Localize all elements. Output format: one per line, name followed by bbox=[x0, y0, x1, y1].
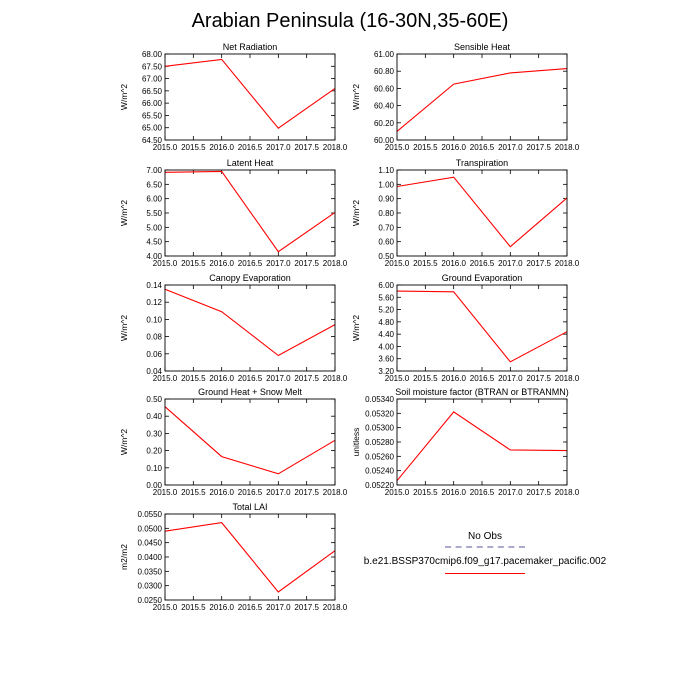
legend-obs-line bbox=[445, 546, 525, 548]
series-line bbox=[397, 291, 567, 362]
y-axis-label: W/m^2 bbox=[351, 199, 361, 227]
series-line bbox=[397, 69, 567, 132]
x-tick-label: 2016.0 bbox=[441, 143, 466, 152]
chart-panel-2 bbox=[351, 42, 580, 152]
x-tick-label: 2018.0 bbox=[554, 143, 580, 152]
x-tick-label: 2016.5 bbox=[469, 374, 495, 383]
series-line bbox=[165, 289, 335, 355]
x-tick-label: 2017.5 bbox=[526, 488, 551, 497]
panel-title: Ground Evaporation bbox=[441, 273, 523, 283]
panel-title: Ground Heat + Snow Melt bbox=[198, 387, 302, 397]
x-tick-label: 2017.5 bbox=[526, 259, 551, 268]
y-axis-label: m2/m2 bbox=[119, 544, 129, 570]
panel-title: Canopy Evaporation bbox=[209, 273, 291, 283]
x-tick-label: 2015.5 bbox=[181, 603, 206, 612]
page-title: Arabian Peninsula (16-30N,35-60E) bbox=[191, 10, 509, 32]
y-tick-label: 5.50 bbox=[146, 209, 162, 218]
y-tick-label: 0.0300 bbox=[137, 581, 162, 591]
x-tick-label: 2016.5 bbox=[469, 259, 495, 268]
plot-frame bbox=[165, 54, 335, 140]
x-tick-label: 2015.5 bbox=[413, 143, 438, 152]
panel-title: Soil moisture factor (BTRAN or BTRANMN) bbox=[395, 387, 569, 397]
x-tick-label: 2017.0 bbox=[266, 374, 291, 383]
y-axis-label: W/m^2 bbox=[351, 83, 361, 111]
y-tick-label: 5.60 bbox=[378, 293, 394, 303]
y-tick-label: 0.05260 bbox=[365, 452, 394, 462]
y-tick-label: 0.0550 bbox=[137, 510, 162, 519]
x-tick-label: 2018.0 bbox=[322, 488, 348, 497]
y-tick-label: 60.00 bbox=[373, 136, 394, 145]
y-tick-label: 0.0400 bbox=[137, 553, 162, 562]
chart-panel-3 bbox=[119, 158, 348, 268]
legend-obs-label: No Obs bbox=[468, 531, 502, 542]
legend-model-line bbox=[445, 573, 525, 574]
x-tick-label: 2017.5 bbox=[294, 603, 319, 612]
x-tick-label: 2015.0 bbox=[152, 143, 178, 152]
y-tick-label: 60.20 bbox=[373, 118, 394, 128]
panel-title: Net Radiation bbox=[222, 42, 278, 52]
y-tick-label: 0.05340 bbox=[365, 395, 394, 404]
panel-title: Transpiration bbox=[455, 158, 509, 168]
x-tick-label: 2016.5 bbox=[237, 488, 263, 497]
y-tick-label: 0.06 bbox=[146, 349, 162, 359]
y-axis-label: W/m^2 bbox=[351, 314, 361, 342]
plot-frame bbox=[165, 399, 335, 485]
x-tick-label: 2018.0 bbox=[554, 259, 580, 268]
y-tick-label: 0.10 bbox=[146, 463, 162, 473]
y-axis-label: W/m^2 bbox=[119, 83, 129, 111]
x-tick-label: 2017.0 bbox=[498, 143, 523, 152]
y-tick-label: 4.00 bbox=[378, 342, 394, 352]
x-tick-label: 2017.5 bbox=[294, 374, 319, 383]
x-tick-label: 2016.5 bbox=[237, 374, 263, 383]
plot-frame bbox=[165, 170, 335, 256]
y-axis-label: W/m^2 bbox=[119, 314, 129, 342]
y-tick-label: 1.00 bbox=[378, 180, 394, 190]
y-tick-label: 65.50 bbox=[141, 111, 162, 121]
x-tick-label: 2018.0 bbox=[554, 374, 580, 383]
chart-panel-9 bbox=[119, 502, 348, 612]
x-tick-label: 2016.0 bbox=[209, 374, 234, 383]
x-tick-label: 2015.5 bbox=[413, 374, 438, 383]
y-tick-label: 0.0350 bbox=[137, 567, 162, 577]
y-tick-label: 0.80 bbox=[378, 209, 394, 218]
y-tick-label: 7.00 bbox=[146, 166, 162, 175]
series-line bbox=[165, 407, 335, 474]
x-tick-label: 2016.0 bbox=[209, 488, 234, 497]
y-tick-label: 3.60 bbox=[378, 354, 394, 364]
x-tick-label: 2016.0 bbox=[441, 374, 466, 383]
x-tick-label: 2016.0 bbox=[209, 143, 234, 152]
x-tick-label: 2015.5 bbox=[413, 488, 438, 497]
x-tick-label: 2017.0 bbox=[498, 488, 523, 497]
x-tick-label: 2017.0 bbox=[498, 374, 523, 383]
x-tick-label: 2016.5 bbox=[237, 259, 263, 268]
y-tick-label: 4.00 bbox=[146, 252, 162, 261]
y-tick-label: 0.14 bbox=[146, 281, 162, 290]
y-axis-label: W/m^2 bbox=[119, 199, 129, 227]
x-tick-label: 2017.5 bbox=[294, 259, 319, 268]
y-tick-label: 60.60 bbox=[373, 84, 394, 94]
legend-model-label: b.e21.BSSP370cmip6.f09_g17.pacemaker_pacific.002 bbox=[363, 556, 607, 567]
x-tick-label: 2015.5 bbox=[181, 374, 206, 383]
y-tick-label: 0.00 bbox=[146, 481, 162, 490]
y-tick-label: 4.40 bbox=[378, 330, 394, 340]
x-tick-label: 2015.0 bbox=[384, 259, 410, 268]
y-tick-label: 0.50 bbox=[146, 395, 162, 404]
y-tick-label: 0.04 bbox=[146, 367, 162, 376]
y-tick-label: 6.00 bbox=[146, 194, 162, 204]
y-tick-label: 67.50 bbox=[141, 62, 162, 72]
y-tick-label: 0.60 bbox=[378, 237, 394, 247]
x-tick-label: 2016.0 bbox=[441, 259, 466, 268]
plot-frame bbox=[165, 285, 335, 371]
series-line bbox=[397, 412, 567, 481]
series-line bbox=[165, 171, 335, 251]
panel-title: Sensible Heat bbox=[453, 42, 511, 52]
panel-title: Total LAI bbox=[232, 502, 268, 512]
x-tick-label: 2017.0 bbox=[266, 488, 291, 497]
x-tick-label: 2015.0 bbox=[152, 488, 178, 497]
y-tick-label: 0.90 bbox=[378, 194, 394, 204]
x-tick-label: 2018.0 bbox=[322, 259, 348, 268]
x-tick-label: 2017.0 bbox=[266, 603, 291, 612]
x-tick-label: 2016.0 bbox=[209, 603, 234, 612]
x-tick-label: 2017.0 bbox=[266, 143, 291, 152]
y-tick-label: 0.08 bbox=[146, 332, 162, 342]
x-tick-label: 2015.5 bbox=[181, 259, 206, 268]
x-tick-label: 2015.5 bbox=[181, 143, 206, 152]
plot-frame bbox=[397, 170, 567, 256]
y-tick-label: 3.20 bbox=[378, 367, 394, 376]
plot-frame bbox=[397, 54, 567, 140]
y-axis-label: W/m^2 bbox=[119, 428, 129, 456]
series-line bbox=[397, 177, 567, 247]
x-tick-label: 2016.5 bbox=[469, 488, 495, 497]
plot-frame bbox=[397, 285, 567, 371]
y-tick-label: 4.50 bbox=[146, 237, 162, 247]
y-tick-label: 0.10 bbox=[146, 315, 162, 325]
y-tick-label: 61.00 bbox=[373, 50, 394, 59]
y-tick-label: 0.0500 bbox=[137, 524, 162, 534]
y-tick-label: 68.00 bbox=[141, 50, 162, 59]
plot-frame bbox=[397, 399, 567, 485]
y-tick-label: 0.40 bbox=[146, 412, 162, 422]
y-tick-label: 1.10 bbox=[378, 166, 394, 175]
y-tick-label: 0.05220 bbox=[365, 481, 394, 490]
x-tick-label: 2017.5 bbox=[526, 374, 551, 383]
x-tick-label: 2015.5 bbox=[413, 259, 438, 268]
y-tick-label: 5.00 bbox=[146, 223, 162, 233]
x-tick-label: 2016.5 bbox=[237, 603, 263, 612]
chart-panel-5 bbox=[119, 273, 348, 383]
x-tick-label: 2016.5 bbox=[469, 143, 495, 152]
series-line bbox=[165, 523, 335, 592]
y-tick-label: 5.20 bbox=[378, 305, 394, 315]
y-tick-label: 0.12 bbox=[146, 298, 162, 308]
legend bbox=[360, 531, 610, 574]
x-tick-label: 2015.0 bbox=[152, 259, 178, 268]
x-tick-label: 2017.5 bbox=[294, 143, 319, 152]
chart-panel-8 bbox=[351, 387, 580, 497]
x-tick-label: 2018.0 bbox=[322, 374, 348, 383]
y-tick-label: 0.70 bbox=[378, 223, 394, 233]
x-tick-label: 2015.0 bbox=[384, 143, 410, 152]
y-tick-label: 66.50 bbox=[141, 86, 162, 96]
x-tick-label: 2017.5 bbox=[294, 488, 319, 497]
x-tick-label: 2017.0 bbox=[266, 259, 291, 268]
y-tick-label: 0.20 bbox=[146, 446, 162, 456]
y-axis-label: unitless bbox=[351, 427, 361, 457]
x-tick-label: 2015.0 bbox=[152, 374, 178, 383]
y-tick-label: 0.0250 bbox=[137, 596, 162, 605]
y-tick-label: 60.40 bbox=[373, 101, 394, 111]
chart-panel-7 bbox=[119, 387, 348, 497]
x-tick-label: 2016.0 bbox=[209, 259, 234, 268]
x-tick-label: 2015.0 bbox=[384, 374, 410, 383]
y-tick-label: 6.50 bbox=[146, 180, 162, 190]
chart-panel-4 bbox=[351, 158, 580, 268]
y-tick-label: 0.05300 bbox=[365, 423, 394, 433]
y-tick-label: 0.50 bbox=[378, 252, 394, 261]
y-tick-label: 0.0450 bbox=[137, 538, 162, 548]
y-tick-label: 0.05240 bbox=[365, 466, 394, 476]
x-tick-label: 2015.0 bbox=[384, 488, 410, 497]
y-tick-label: 60.80 bbox=[373, 67, 394, 77]
x-tick-label: 2018.0 bbox=[322, 143, 348, 152]
chart-panel-6 bbox=[351, 273, 580, 383]
x-tick-label: 2018.0 bbox=[554, 488, 580, 497]
y-tick-label: 4.80 bbox=[378, 317, 394, 327]
y-tick-label: 0.05320 bbox=[365, 409, 394, 419]
y-tick-label: 6.00 bbox=[378, 281, 394, 290]
x-tick-label: 2017.5 bbox=[526, 143, 551, 152]
x-tick-label: 2015.0 bbox=[152, 603, 178, 612]
x-tick-label: 2018.0 bbox=[322, 603, 348, 612]
chart-panel-1 bbox=[119, 42, 348, 152]
x-tick-label: 2016.0 bbox=[441, 488, 466, 497]
series-line bbox=[165, 59, 335, 128]
y-tick-label: 64.50 bbox=[141, 136, 162, 145]
y-tick-label: 0.30 bbox=[146, 429, 162, 439]
x-tick-label: 2017.0 bbox=[498, 259, 523, 268]
x-tick-label: 2015.5 bbox=[181, 488, 206, 497]
y-tick-label: 66.00 bbox=[141, 99, 162, 109]
x-tick-label: 2016.5 bbox=[237, 143, 263, 152]
y-tick-label: 67.00 bbox=[141, 74, 162, 84]
y-tick-label: 0.05280 bbox=[365, 438, 394, 447]
panel-title: Latent Heat bbox=[226, 158, 274, 168]
y-tick-label: 65.00 bbox=[141, 123, 162, 133]
